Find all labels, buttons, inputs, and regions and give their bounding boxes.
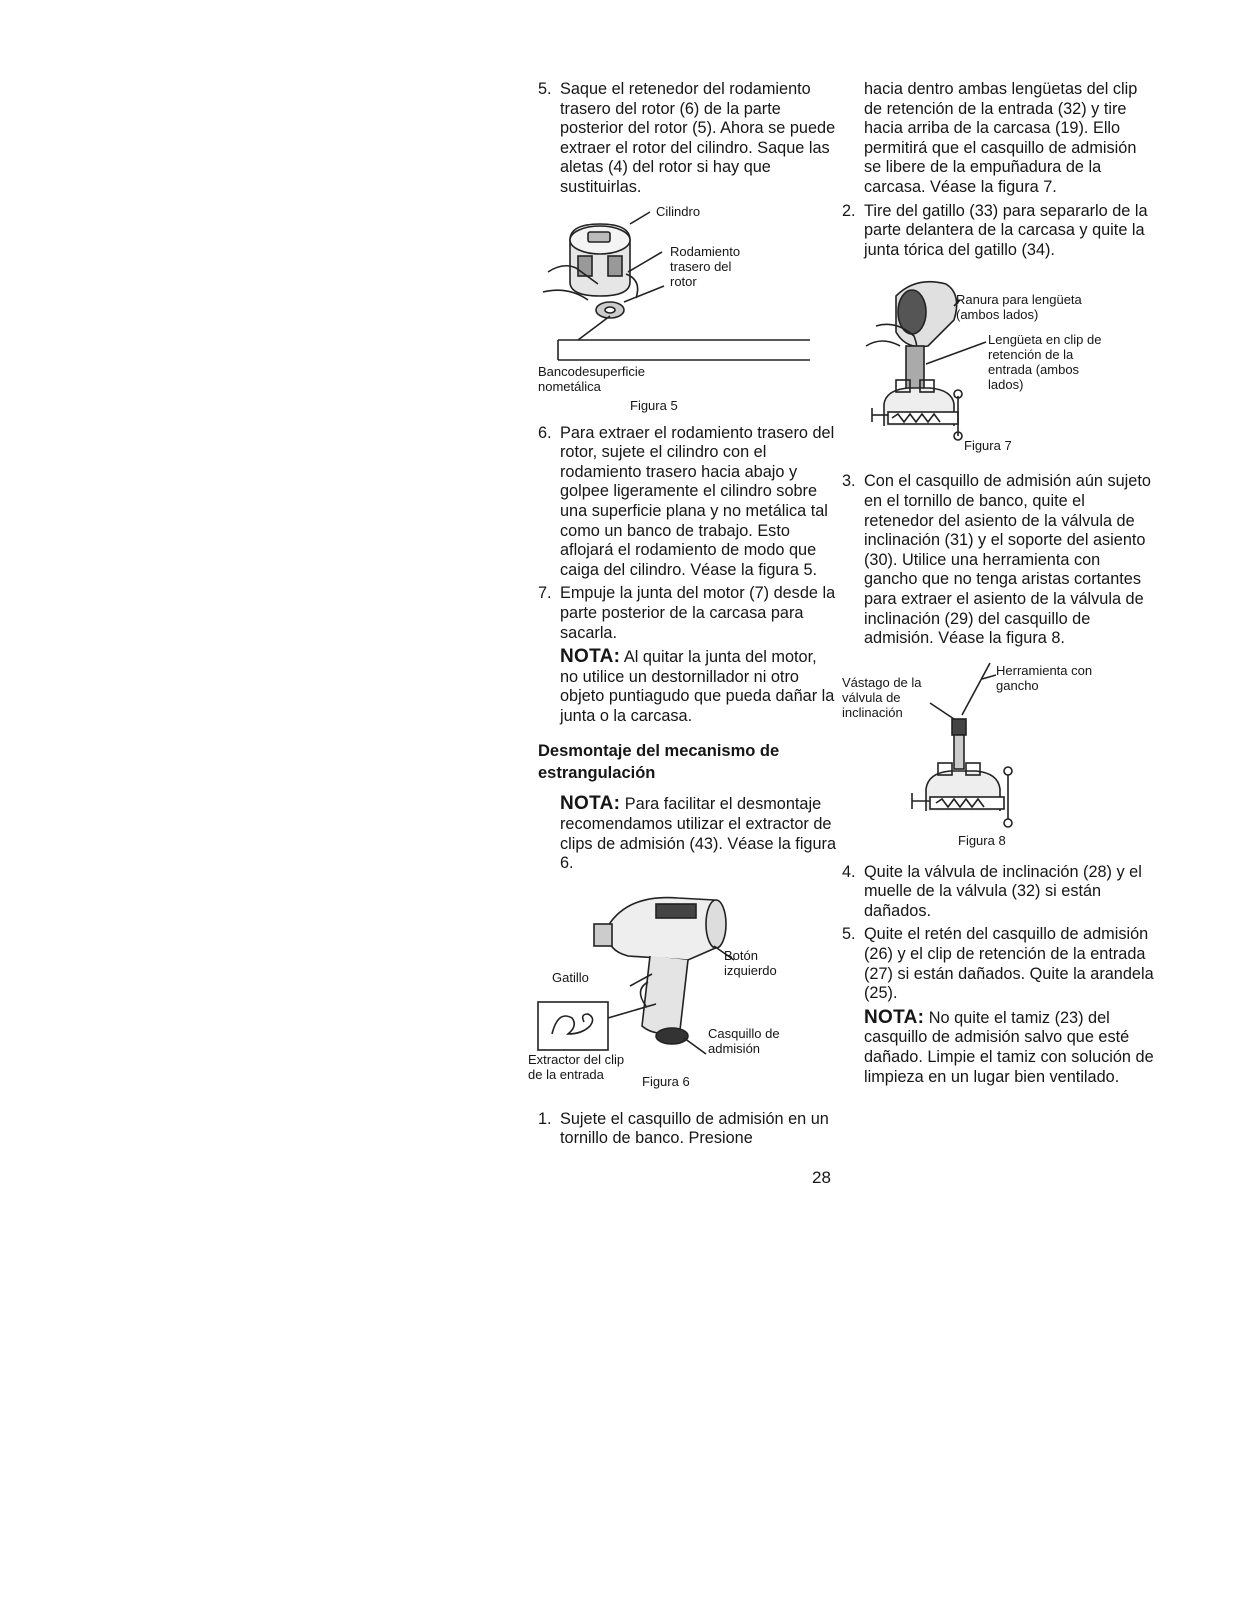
step-number: 6. (538, 423, 552, 442)
step-text: Quite la válvula de inclinación (28) y el muelle de la válvula (32) si están dañados. (864, 862, 1142, 920)
step-number: 5. (842, 925, 856, 944)
step-4-right (842, 863, 1156, 922)
note-label: NOTA: (560, 793, 621, 815)
step-5-right (842, 925, 1156, 1003)
step-1-continued: hacia dentro ambas lengüetas del clip de retención de la entrada (32) y tire hacia arriba de la carcasa (19). Ello permitirá que el casquillo de admisión se libere de la empuñadura de la carcasa. Véase la figura 7. (864, 80, 1138, 196)
figure-8-caption: Figura 8 (958, 832, 1006, 848)
figure-7-caption: Figura 7 (964, 438, 1012, 454)
note-text: Para facilitar el desmontaje recomendamos utilizar el extractor de clips de admisión (43). Véase la figura 6. (560, 795, 837, 873)
step-text: Tire del gatillo (33) para separarlo de la parte delantera de la carcasa y quite la junta tórica del gatillo (34). (864, 201, 1148, 259)
note-text: Al quitar la junta del motor, no utilice un destornillador ni otro objeto puntiagudo que pueda dañar la junta o la carcasa. (560, 648, 835, 725)
step-3-right (842, 472, 1156, 648)
figure-8-label-tool: Herramienta con gancho (996, 662, 1093, 693)
step-text: Con el casquillo de admisión aún sujeto en el tornillo de banco, quite el retenedor del asiento de la válvula de inclinación (31) y el soporte del asiento (30). Utilice una herramienta con gancho que no tenga aristas cortantes para extraer el asiento de la válvula de inclinación (29) del casquillo de admisión. Véase la figura 8. (864, 472, 1151, 648)
step-text: Para extraer el rodamiento trasero del rotor, sujete el cilindro con el rodamiento trasero hacia abajo y golpee ligeramente el cilindro sobre una superficie plana y no metálica tal como un banco de trabajo. Esto aflojará el rodamiento de modo que caiga del cilindro. Véase la figura 5. (560, 423, 835, 579)
step-1-left (538, 1110, 838, 1149)
section-heading: Desmontaje del mecanismo de estrangulación (538, 742, 780, 783)
step-number: 2. (842, 201, 856, 220)
figure-5-caption-row (538, 392, 838, 420)
step-text: Quite el retén del casquillo de admisión (26) y el clip de retención de la entrada (27) si están dañados. Quite la arandela (25). (864, 925, 1154, 1003)
note-label: NOTA: (560, 646, 621, 668)
step-2-right (842, 202, 1156, 261)
section-note (538, 794, 838, 873)
figure-6-label-extractor: Extractor del clip de la entrada (528, 1051, 625, 1082)
figure-5 (538, 202, 838, 392)
figure-5-caption: Figura 5 (630, 397, 678, 413)
figure-7-label-slot: Ranura para lengüeta (ambos lados) (956, 292, 1082, 323)
step-text: Empuje la junta del motor (7) desde la parte posterior de la carcasa para sacarla. (560, 584, 836, 642)
step-number: 1. (538, 1109, 552, 1128)
note-label: NOTA: (864, 1006, 925, 1028)
step-number: 4. (842, 862, 856, 881)
figure-6-label-button: Botón izquierdo (724, 947, 777, 978)
figure-7-caption-row (856, 436, 1156, 472)
figure-5-label-bearing: Rodamiento trasero del rotor (670, 243, 741, 289)
step-number: 5. (538, 80, 552, 98)
step-7-note (538, 647, 838, 726)
step-text: Sujete el casquillo de admisión en un tornillo de banco. Presione (560, 1109, 829, 1148)
note-text: No quite el tamiz (23) del casquillo de admisión salvo que esté dañado. Limpie el tamiz con solución de limpieza en un lugar bien ventilado. (864, 1008, 1154, 1086)
figure-5-label-bench: Bancodesuperficie nometálica (538, 363, 645, 394)
step-text: Saque el retenedor del rodamiento trasero del rotor (6) de la parte posterior del rotor (5). Ahora se puede extraer el rotor del cilindro. Saque las aletas (4) del rotor si hay que sustituirlas. (560, 80, 836, 196)
step-number: 7. (538, 584, 552, 603)
page-number: 28 (812, 1168, 831, 1187)
figure-8-label-stem: Vástago de la válvula de inclinación (842, 674, 922, 720)
right-column (842, 80, 1156, 1091)
figure-7-label-tab: Lengüeta en clip de retención de la entrada (ambos lados) (988, 332, 1102, 393)
figure-6-caption-row (538, 1072, 838, 1110)
figure-8-caption-row (856, 833, 1156, 863)
step-6-left (538, 424, 838, 581)
figure-6-label-bushing: Casquillo de admisión (708, 1025, 780, 1056)
figure-7 (856, 276, 1156, 436)
figure-6-label-trigger: Gatillo (552, 969, 589, 985)
step-5-note (856, 1008, 1156, 1087)
figure-8 (842, 663, 1156, 833)
figure-6-caption: Figura 6 (642, 1073, 690, 1089)
figure-5-label-cylinder: Cilindro (656, 203, 701, 219)
left-column (528, 80, 838, 1153)
step-7-left (538, 584, 838, 643)
step-5-left (538, 80, 838, 198)
step-number: 3. (842, 472, 856, 491)
